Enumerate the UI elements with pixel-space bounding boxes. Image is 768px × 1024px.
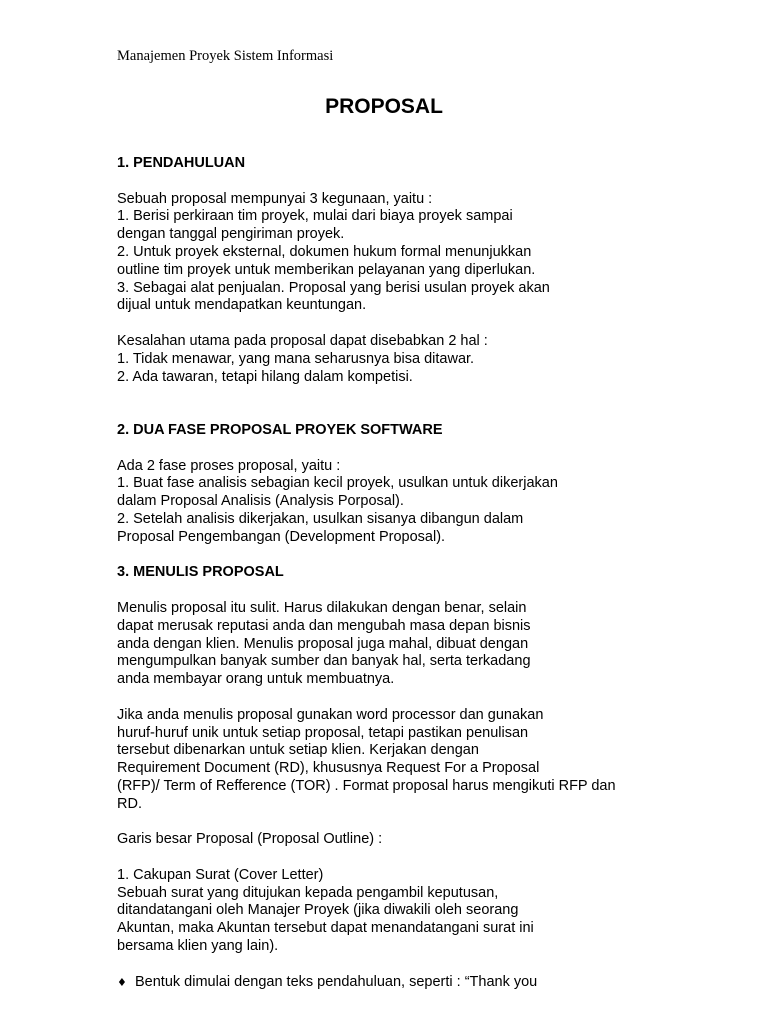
text-line: outline tim proyek untuk memberikan pelayanan yang diperlukan.	[117, 261, 536, 278]
text-line: 2. Ada tawaran, tetapi hilang dalam kompetisi.	[117, 368, 413, 385]
diamond-bullet-icon: ♦	[117, 975, 127, 989]
text-line: 1. Buat fase analisis sebagian kecil proyek, usulkan untuk dikerjakan	[117, 475, 558, 492]
text-line: Garis besar Proposal (Proposal Outline) :	[117, 831, 383, 848]
document-title: PROPOSAL	[325, 95, 443, 118]
text-line: anda dengan klien. Menulis proposal juga mahal, dibuat dengan	[117, 635, 529, 652]
text-line: 1. Tidak menawar, yang mana seharusnya bisa ditawar.	[117, 350, 475, 367]
section-heading-menulis: 3. MENULIS PROPOSAL	[117, 564, 284, 581]
text-line: dengan tanggal pengiriman proyek.	[117, 226, 345, 243]
text-line: Menulis proposal itu sulit. Harus dilakukan dengan benar, selain	[117, 599, 527, 616]
text-line: Akuntan, maka Akuntan tersebut dapat menandatangani surat ini	[117, 920, 534, 937]
text-line: Jika anda menulis proposal gunakan word processor dan gunakan	[117, 706, 544, 723]
section-heading-pendahuluan: 1. PENDAHULUAN	[117, 155, 246, 171]
text-line: Sebuah proposal mempunyai 3 kegunaan, yaitu :	[117, 190, 433, 207]
paragraph-kegunaan	[117, 191, 677, 316]
text-line: RD.	[117, 795, 142, 812]
text-line: 2. Untuk proyek eksternal, dokumen hukum formal menunjukkan	[117, 243, 532, 260]
bullet-item	[117, 974, 677, 992]
text-line: (RFP)/ Term of Refference (TOR) . Format proposal harus mengikuti RFP dan	[117, 777, 616, 794]
text-line: 1. Berisi perkiraan tim proyek, mulai dari biaya proyek sampai	[117, 208, 513, 225]
text-line: mengumpulkan banyak sumber dan banyak hal, serta terkadang	[117, 653, 531, 670]
text-line: tersebut dibenarkan untuk setiap klien. Kerjakan dengan	[117, 742, 479, 759]
paragraph-word-processor	[117, 707, 677, 814]
running-header: Manajemen Proyek Sistem Informasi	[117, 48, 334, 64]
text-line: 1. Cakupan Surat (Cover Letter)	[117, 866, 324, 883]
paragraph-outline	[117, 831, 677, 849]
paragraph-menulis	[117, 600, 677, 689]
text-line: Ada 2 fase proses proposal, yaitu :	[117, 457, 341, 474]
paragraph-kesalahan	[117, 333, 677, 386]
document-body	[117, 155, 677, 991]
paragraph-fase	[117, 458, 677, 547]
bullet-text: Bentuk dimulai dengan teks pendahuluan, seperti : “Thank you	[135, 973, 538, 990]
text-line: Kesalahan utama pada proposal dapat disebabkan 2 hal :	[117, 332, 488, 349]
text-line: Sebuah surat yang ditujukan kepada pengambil keputusan,	[117, 884, 499, 901]
text-line: 3. Sebagai alat penjualan. Proposal yang berisi usulan proyek akan	[117, 279, 550, 296]
text-line: dapat merusak reputasi anda dan mengubah masa depan bisnis	[117, 617, 531, 634]
text-line: ditandatangani oleh Manajer Proyek (jika diwakili oleh seorang	[117, 902, 519, 919]
text-line: dijual untuk mendapatkan keuntungan.	[117, 297, 367, 314]
text-line: dalam Proposal Analisis (Analysis Porposal).	[117, 493, 404, 510]
text-line: bersama klien yang lain).	[117, 938, 279, 955]
text-line: 2. Setelah analisis dikerjakan, usulkan sisanya dibangun dalam	[117, 510, 524, 527]
section-heading-dua-fase: 2. DUA FASE PROPOSAL PROYEK SOFTWARE	[117, 421, 443, 438]
text-line: Proposal Pengembangan (Development Proposal).	[117, 528, 446, 545]
text-line: anda membayar orang untuk membuatnya.	[117, 671, 395, 688]
text-line: Requirement Document (RD), khususnya Request For a Proposal	[117, 760, 540, 777]
paragraph-cover-letter	[117, 867, 677, 956]
text-line: huruf-huruf unik untuk setiap proposal, tetapi pastikan penulisan	[117, 724, 529, 741]
